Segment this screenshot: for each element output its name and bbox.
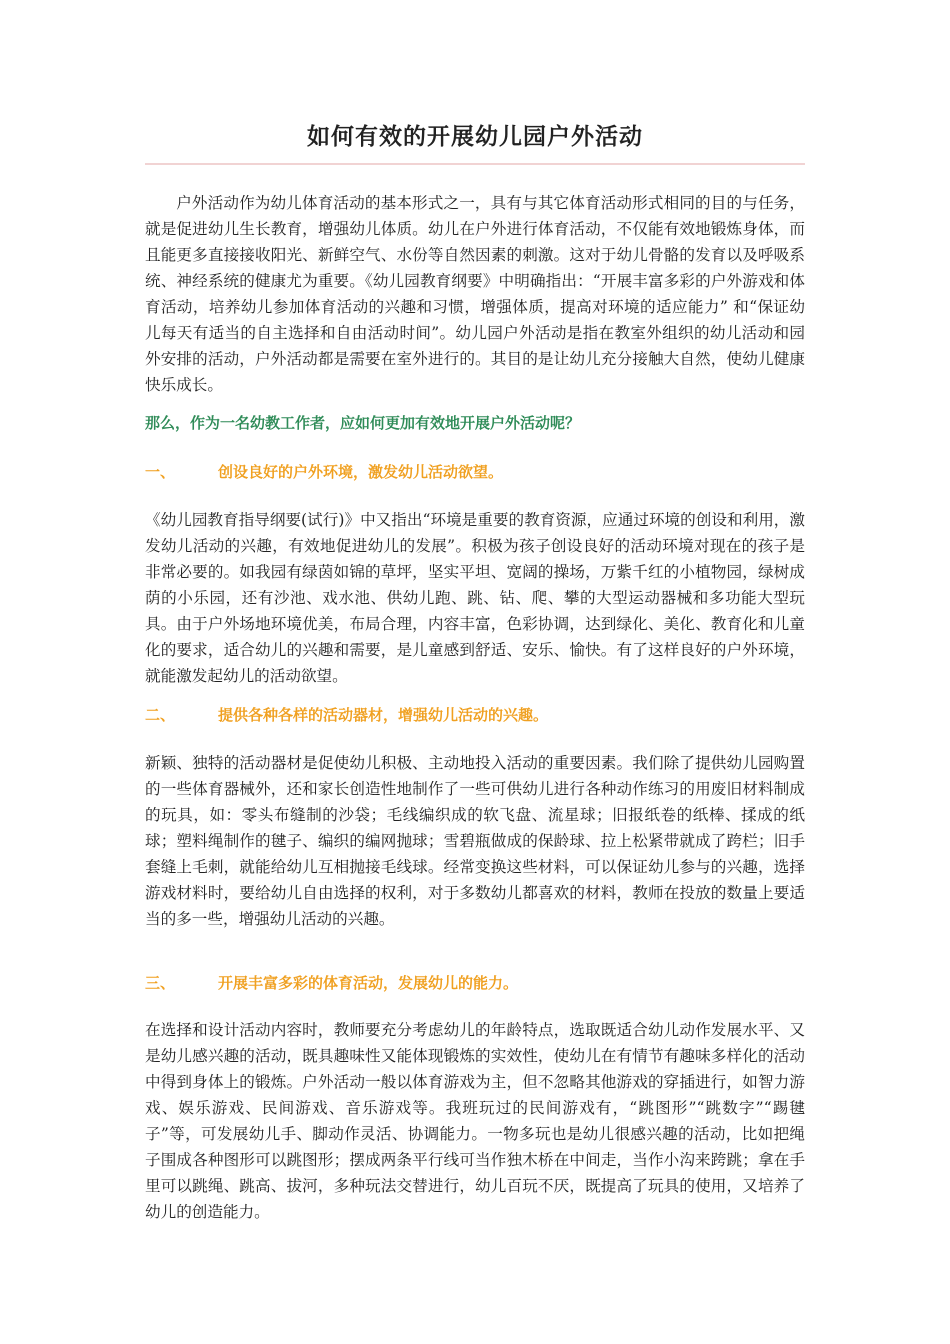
section-3-body: 在选择和设计活动内容时，教师要充分考虑幼儿的年龄特点，选取既适合幼儿动作发展水平、又是幼儿感兴趣的活动，既具趣味性又能体现锻炼的实效性，使幼儿在有情节有趣味多样化的活动中得到身体上的锻炼。户外活动一般以体育游戏为主，但不忽略其他游戏的穿插进行，如智力游戏、娱乐游戏、民间游戏、音乐游戏等。我班玩过的民间游戏有，“跳图形”“跳数字”“踢毽子”等，可发展幼儿手、脚动作灵活、协调能力。一物多玩也是幼儿很感兴趣的活动，比如把绳子围成各种图形可以跳图形；摆成两条平行线可当作独木桥在中间走，当作小沟来跨跳；拿在手里可以跳绳、跳高、拔河，多种玩法交替进行，幼儿百玩不厌，既提高了玩具的使用，又培养了幼儿的创造能力。 [145, 1021, 805, 1221]
section-1-title: 创设良好的户外环境，激发幼儿活动欲望。 [218, 463, 504, 481]
section-1-number: 一、 [145, 463, 176, 481]
section-3-number: 三、 [145, 974, 176, 992]
section-1-body: 《幼儿园教育指导纲要(试行)》中又指出“环境是重要的教育资源，应通过环境的创设和利用，激发幼儿活动的兴趣，有效地促进幼儿的发展”。积极为孩子创设良好的活动环境对现在的孩子是非常必要的。如我园有绿茵如锦的草坪，坚实平坦、宽阔的操场，万紫千红的小植物园，绿树成荫的小乐园，还有沙池、戏水池、供幼儿跑、跳、钻、爬、攀的大型运动器械和多功能大型玩具。由于户外场地环境优美，布局合理，内容丰富，色彩协调，达到绿化、美化、教育化和儿童化的要求，适合幼儿的兴趣和需要，是儿童感到舒适、安乐、愉快。有了这样良好的户外环境，就能激发起幼儿的活动欲望。 [145, 511, 805, 685]
question-line: 那么，作为一名幼教工作者，应如何更加有效地开展户外活动呢？ [145, 414, 581, 432]
section-2-number: 二、 [145, 706, 176, 724]
section-2-title: 提供各种各样的活动器材，增强幼儿活动的兴趣。 [218, 706, 549, 724]
section-3-title: 开展丰富多彩的体育活动，发展幼儿的能力。 [218, 974, 519, 992]
page-title: 如何有效的开展幼儿园户外活动 [307, 124, 643, 150]
section-2-heading [145, 702, 805, 728]
title-divider [145, 163, 805, 165]
section-2-body: 新颖、独特的活动器材是促使幼儿积极、主动地投入活动的重要因素。我们除了提供幼儿园购置的一些体育器械外，还和家长创造性地制作了一些可供幼儿进行各种动作练习的用废旧材料制成的玩具，如：零头布缝制的沙袋；毛线编织成的软飞盘、流星球；旧报纸卷的纸棒、揉成的纸球；塑料绳制作的毽子、编织的编网抛球；雪碧瓶做成的保龄球、拉上松紧带就成了跨栏；旧手套缝上毛刺，就能给幼儿互相抛接毛线球。经常变换这些材料，可以保证幼儿参与的兴趣，选择游戏材料时，要给幼儿自由选择的权利，对于多数幼儿都喜欢的材料，教师在投放的数量上要适当的多一些，增强幼儿活动的兴趣。 [145, 754, 805, 928]
section-3-heading [145, 970, 805, 996]
section-1-heading [145, 459, 805, 485]
intro-paragraph: 户外活动作为幼儿体育活动的基本形式之一，具有与其它体育活动形式相同的目的与任务，就是促进幼儿生长教育，增强幼儿体质。幼儿在户外进行体育活动，不仅能有效地锻炼身体，而且能更多直接接收阳光、新鲜空气、水份等自然因素的刺激。这对于幼儿骨骼的发育以及呼吸系统、神经系统的健康尤为重要。《幼儿园教育纲要》中明确指出：“开展丰富多彩的户外游戏和体育活动，培养幼儿参加体育活动的兴趣和习惯，增强体质，提高对环境的适应能力” 和“保证幼儿每天有适当的自主选择和自由活动时间”。幼儿园户外活动是指在教室外组织的幼儿活动和园外安排的活动，户外活动都是需要在室外进行的。其目的是让幼儿充分接触大自然，使幼儿健康快乐成长。 [145, 194, 805, 394]
